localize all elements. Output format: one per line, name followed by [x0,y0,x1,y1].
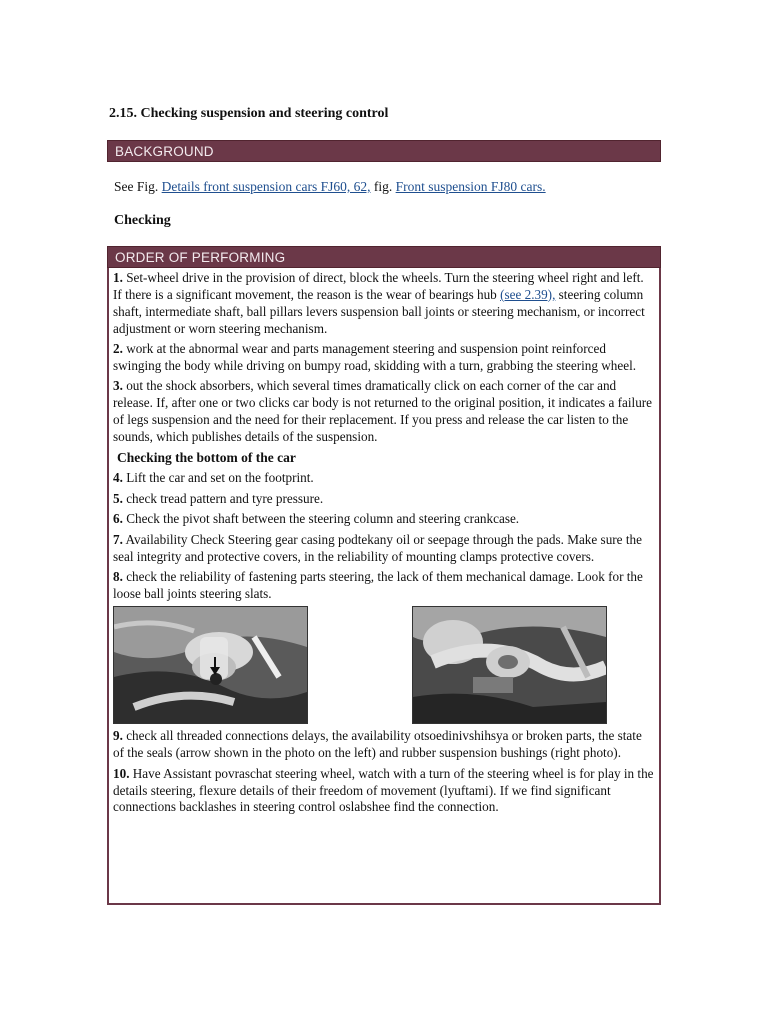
step-2 [113,341,655,375]
step-text: Set-wheel drive in the provision of direct, block the wheels. Turn the steering wheel right and left. If there is a significant movement, the reason is the wear of bearings hub [113,270,644,302]
step-number: 1. [113,270,123,285]
page-title: 2.15. Checking suspension and steering control [109,106,389,121]
step-4 [113,470,655,487]
step-9 [113,728,655,762]
step-number: 6. [113,511,123,527]
step-1 [113,270,655,338]
step-6 [113,511,655,528]
step-text: Have Assistant povraschat steering wheel, watch with a turn of the steering wheel is for play in the details steering, flexure details of their freedom of movement (lyuftami). If we find significant connections backlashes in steering control oslabshee find the connection. [113,765,654,815]
step-8 [113,569,655,603]
photo-rubber-bushings [412,606,607,724]
step-5 [113,491,655,508]
checking-heading: Checking [114,213,171,228]
step-number: 8. [113,569,123,584]
order-of-performing-box [107,246,661,905]
link-see-2-39[interactable]: (see 2.39), [500,286,556,302]
step-number: 2. [113,341,123,357]
step-10 [113,766,655,817]
step-text: out the shock absorbers, which several times dramatically click on each corner of the car and release. If, after one or two clicks car body is not returned to the original position, it indicates a failure of legs suspension and the need for their replacement. If you press and release the car listen to the sounds, which publishes details of the suspension. [113,378,653,445]
order-of-performing-bar: ORDER OF PERFORMING [107,246,661,268]
step-number: 10. [113,765,130,781]
steps-content [113,270,655,820]
step-text: check tread pattern and tyre pressure. [122,490,324,506]
step-7 [113,532,655,566]
link-fj60-suspension[interactable]: Details front suspension cars FJ60, 62, [161,179,371,194]
link-fj80-suspension[interactable]: Front suspension FJ80 cars. [395,179,546,194]
step-3 [113,378,655,446]
step-text: Lift the car and set on the footprint. [122,470,314,486]
step-number: 9. [113,728,123,744]
step-text: check the reliability of fastening parts steering, the lack of them mechanical damage. Look for the loose ball joints steering slats. [113,569,643,601]
step-text: steering column shaft, intermediate shaft, ball pillars levers suspension ball joints or steering mechanism, or incorrect adjustment or worn steering mechanism. [113,286,645,336]
step-number: 4. [113,470,123,486]
photo-seal-arrow [113,606,308,724]
step-text: check all threaded connections delays, the availability otsoedinivshihsya or broken parts, the state of the seals (arrow shown in the photo on the left) and rubber suspension bushings (right photo). [113,728,642,761]
sub-heading-bottom-check: Checking the bottom of the car [117,449,296,465]
step-number: 3. [113,378,123,394]
photos-row [113,606,655,724]
step-text: Availability Check Steering gear casing podtekany oil or seepage through the pads. Make sure the seal integrity and protective covers, in the reliability of mounting clamps protective covers. [113,531,642,564]
see-fig-middle: fig. [370,179,396,194]
step-number: 5. [113,490,123,506]
step-text: Check the pivot shaft between the steering column and steering crankcase. [122,511,520,527]
background-section-bar: BACKGROUND [107,140,661,162]
step-number: 7. [113,531,123,547]
step-text: work at the abnormal wear and parts management steering and suspension point reinforced swinging the body while driving on bumpy road, skidding with a turn, grabbing the steering wheel. [113,341,637,374]
see-fig-prefix: See Fig. [114,179,162,194]
see-fig-line [114,179,546,195]
